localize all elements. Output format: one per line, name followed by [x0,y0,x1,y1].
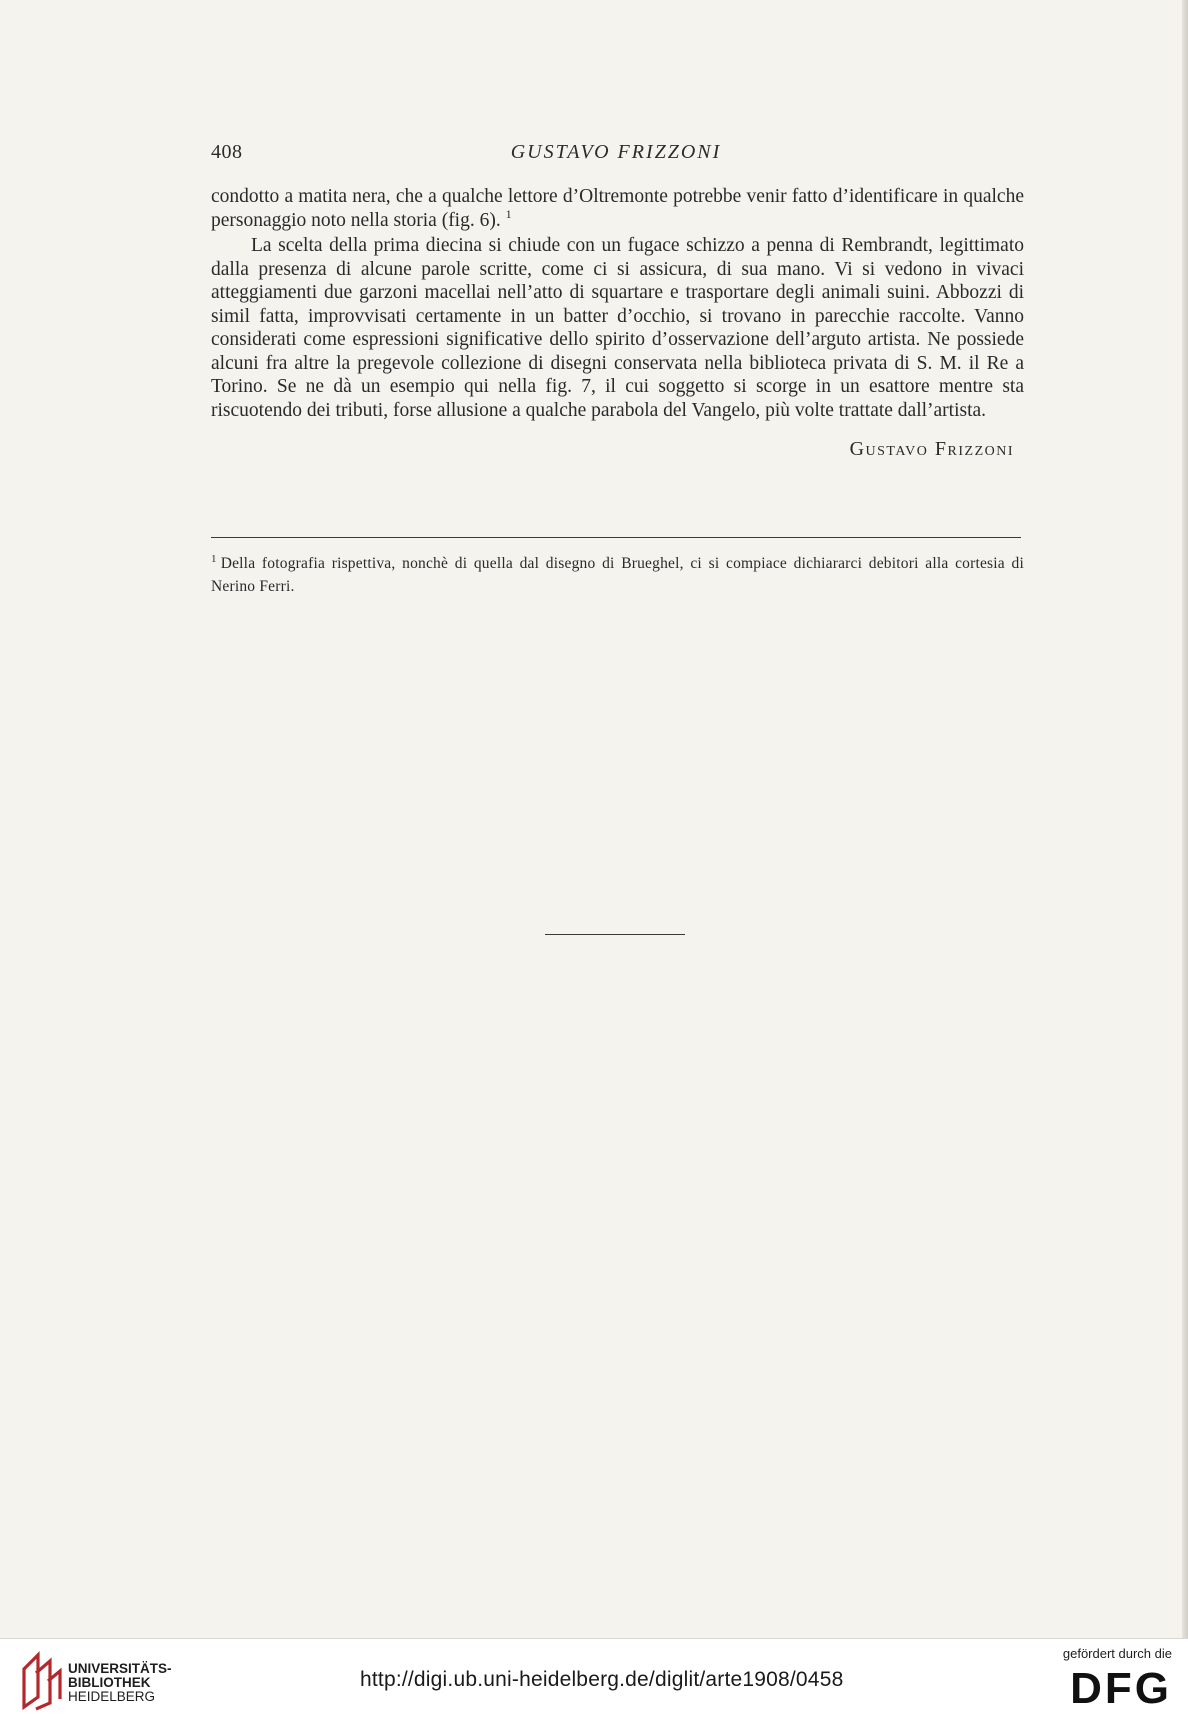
article-body [211,185,1024,462]
footnote-divider [211,537,1021,538]
permalink[interactable]: http://digi.ub.uni-heidelberg.de/diglit/arte1908/0458 [360,1668,844,1691]
library-name-line: UNIVERSITÄTS- [68,1661,172,1676]
paragraph-text: condotto a matita nera, che a qualche lettore d’Oltremonte potrebbe venir fatto d’identificare in qualche personaggio noto nella storia (fig. 6). [211,186,1024,231]
library-name-line: HEIDELBERG [68,1689,156,1704]
library-name-line: BIBLIOTHEK [68,1675,151,1690]
funded-by-label: gefördert durch die [1062,1646,1172,1661]
footnote-reference: 1 [505,206,512,221]
footnote-number: 1 [211,553,217,565]
running-title: GUSTAVO FRIZZONI [510,141,722,163]
library-logo-icon [14,1651,68,1711]
page-number: 408 [211,141,243,163]
footnote-text: Della fotografia rispettiva, nonchè di quella dal disegno di Brueghel, ci si compiace dichiararci debitori alla cortesia di Nerino Ferri. [211,555,1024,595]
page-edge [1182,0,1188,1638]
library-name [68,1662,172,1704]
paragraph [211,185,1024,234]
dfg-logo: DFG [1070,1664,1172,1713]
paragraph: La scelta della prima diecina si chiude con un fugace schizzo a penna di Rembrandt, legittimato dalla presenza di alcune parole scritte, come ci si assicura, di sua mano. Vi si vedono in vivaci atteggiamenti due garzoni macellai nell’atto di squartare e trasportare degli animali suini. Abbozzi di simil fatta, improvvisati certamente in un batter d’occhio, si trovano in parecchie raccolte. Vanno considerati come espressioni significative dello spirito d’osservazione dell’arguto artista. Ne possiede alcuni fra altre la pregevole collezione di disegni conservata nella biblioteca privata di S. M. il Re a Torino. Se ne dà un esempio qui nella fig. 7, il cui soggetto si scorge in un esattore mentre sta riscuotendo dei tributi, forse allusione a qualche parabola del Vangelo, più volte trattate dall’artista. [211,235,1024,421]
footnote [211,553,1024,597]
end-rule [545,934,685,935]
author-signature: Gustavo Frizzoni [849,438,1014,460]
digitization-footer [0,1638,1188,1724]
running-head [211,141,1021,167]
